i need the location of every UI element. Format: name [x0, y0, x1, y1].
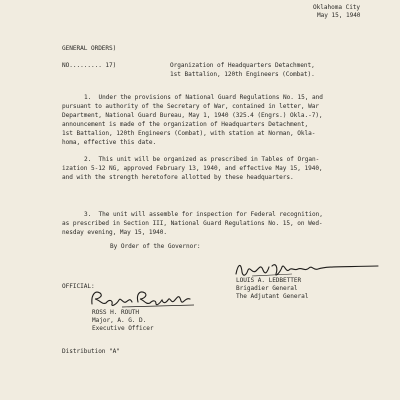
signatory-title: The Adjutant General [236, 293, 309, 300]
routh-signature [86, 287, 196, 309]
paragraph-line: 1st Battalion, 120th Engineers (Combat), with station at Norman, Okla- [62, 130, 316, 137]
distribution-line: Distribution "A" [62, 348, 120, 355]
by-order-line: By Order of the Governor: [110, 243, 201, 250]
signatory-rank: Brigadier General [236, 285, 298, 292]
header-city: Oklahoma City [313, 4, 361, 11]
official-name: ROSS H. ROUTH [92, 309, 140, 316]
official-label: OFFICIAL: [62, 283, 95, 290]
paragraph-line: homa, effective this date. [62, 139, 157, 146]
paragraph-line: announcement is made of the organization of Headquarters Detachment, [62, 121, 309, 128]
orders-title: GENERAL ORDERS) [62, 45, 117, 52]
paragraph-line: and with the strength heretofore allotted by these headquarters. [62, 174, 294, 181]
official-rank: Major, A. G. D. [92, 317, 147, 324]
paragraph-line: 1. Under the provisions of National Guard Regulations No. 15, and [84, 94, 323, 101]
official-title: Executive Officer [92, 325, 154, 332]
orders-subject-line-2: 1st Battalion, 120th Engineers (Combat). [170, 71, 315, 78]
paragraph-line: pursuant to authority of the Secretary of War, contained in letter, War [62, 103, 319, 110]
signatory-name: LOUIS A. LEDBETTER [236, 277, 302, 284]
paragraph-line: 2. This unit will be organized as prescribed in Tables of Organ- [84, 156, 320, 163]
paragraph-line: 3. The unit will assemble for inspection for Federal recognition, [84, 211, 323, 218]
paragraph-line: as prescribed in Section III, National Guard Regulations No. 15, on Wed- [62, 220, 323, 227]
paragraph-line: nesday evening, May 15, 1940. [62, 229, 167, 236]
header-date: May 15, 1940 [317, 12, 361, 19]
orders-subject-line-1: Organization of Headquarters Detachment, [170, 62, 315, 69]
paragraph-line: Department, National Guard Bureau, May 1, 1940 (325.4 (Engrs.) Okla.-7), [62, 112, 323, 119]
orders-number: NO......... 17) [62, 62, 117, 69]
paragraph-line: ization 5-12 NG, approved February 13, 1940, and effective May 15, 1940, [62, 165, 323, 172]
